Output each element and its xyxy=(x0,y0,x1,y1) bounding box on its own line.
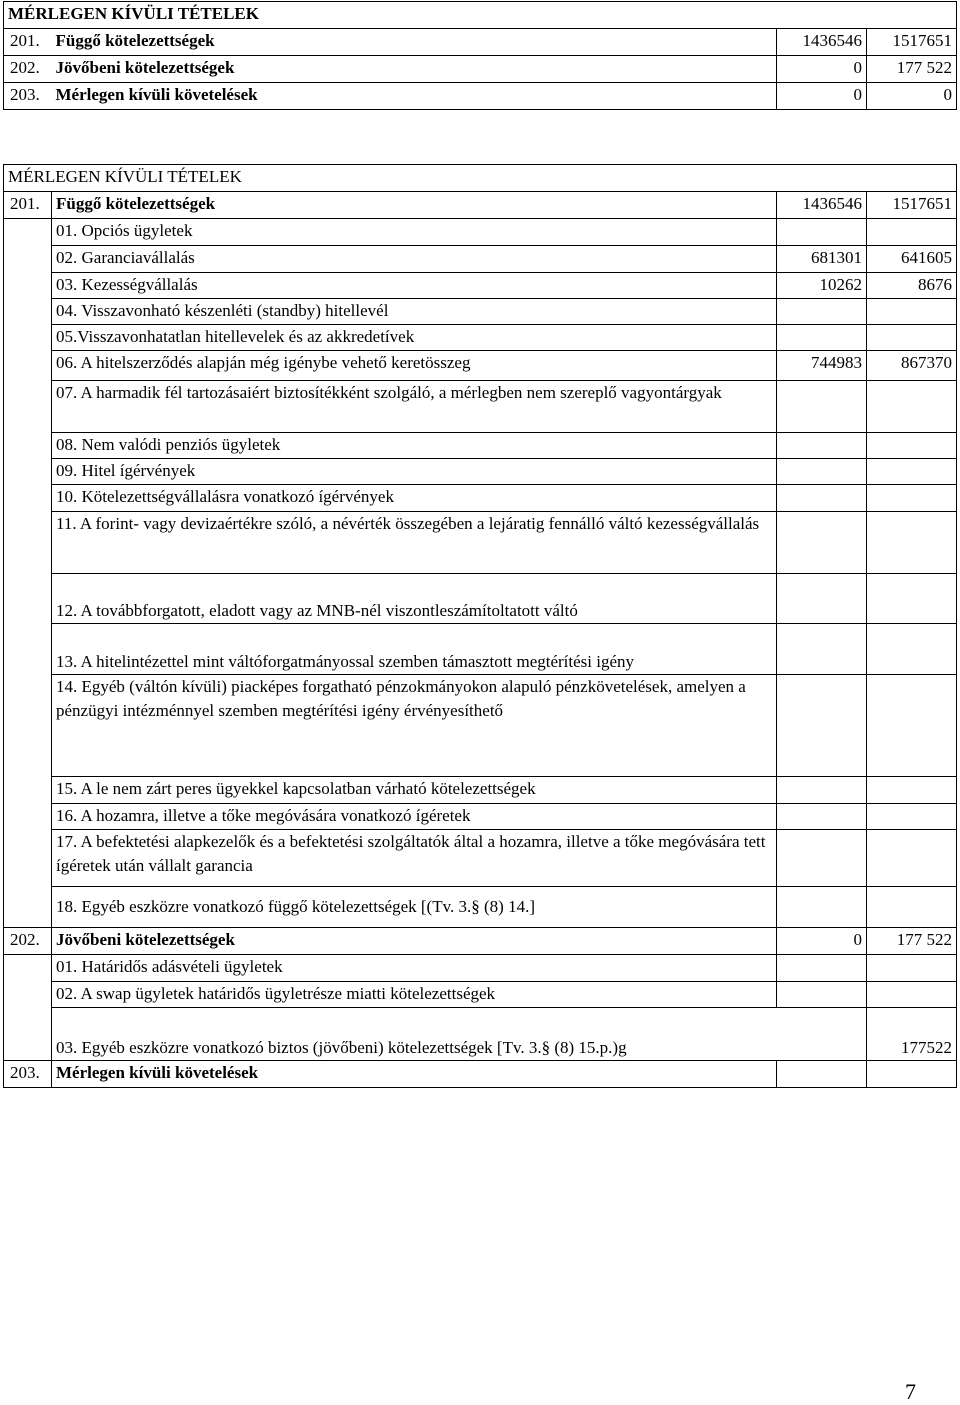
row-value-prev xyxy=(777,830,867,887)
section-value-prev xyxy=(777,1061,867,1088)
off-balance-summary-table xyxy=(3,1,957,110)
row-spacer xyxy=(4,246,52,273)
section-value-prev: 0 xyxy=(777,928,867,955)
row-label: 01. Opciós ügyletek xyxy=(52,219,777,246)
section-value-curr: 177 522 xyxy=(867,928,957,955)
row-value-curr: 177 522 xyxy=(867,56,957,83)
row-value-prev xyxy=(777,675,867,777)
table-row xyxy=(4,624,957,675)
row-spacer xyxy=(4,955,52,982)
table-row xyxy=(4,830,957,887)
section-value-prev: 1436546 xyxy=(777,192,867,219)
row-spacer xyxy=(4,512,52,574)
row-value-prev xyxy=(777,982,867,1008)
table-row xyxy=(4,459,957,485)
row-value-prev xyxy=(777,433,867,459)
row-spacer xyxy=(4,675,52,777)
row-spacer xyxy=(4,574,52,624)
row-label: 17. A befektetési alapkezelők és a befektetési szolgáltatók által a hozamra, illetve a tőke megóvására tett ígéretek után vállalt garancia xyxy=(52,830,777,887)
table-row xyxy=(4,83,957,110)
row-value-prev xyxy=(777,574,867,624)
row-value-curr xyxy=(867,624,957,675)
table-row xyxy=(4,485,957,512)
table-row xyxy=(4,351,957,381)
row-value-prev: 0 xyxy=(777,56,867,83)
row-spacer xyxy=(4,381,52,433)
row-label: 12. A továbbforgatott, eladott vagy az MNB-nél viszontleszámítoltatott váltó xyxy=(52,574,777,624)
row-value-curr xyxy=(867,219,957,246)
section-label: Mérlegen kívüli követelések xyxy=(52,1061,777,1088)
row-code: 202. xyxy=(4,56,52,83)
row-value-prev xyxy=(777,955,867,982)
row-spacer xyxy=(4,351,52,381)
table-row xyxy=(4,1008,957,1061)
row-spacer xyxy=(4,777,52,804)
section-row-202 xyxy=(4,928,957,955)
table-row xyxy=(4,982,957,1008)
row-value-prev: 0 xyxy=(777,83,867,110)
table-row xyxy=(4,574,957,624)
row-spacer xyxy=(4,325,52,351)
row-value-curr xyxy=(867,433,957,459)
row-value-curr: 8676 xyxy=(867,273,957,299)
row-value-curr: 867370 xyxy=(867,351,957,381)
row-value-curr xyxy=(867,955,957,982)
row-value-curr xyxy=(867,777,957,804)
row-value-prev: 10262 xyxy=(777,273,867,299)
table-row xyxy=(4,56,957,83)
row-value-prev: 681301 xyxy=(777,246,867,273)
table-row xyxy=(4,804,957,830)
row-value-curr: 641605 xyxy=(867,246,957,273)
row-label: 06. A hitelszerződés alapján még igénybe vehető keretösszeg xyxy=(52,351,777,381)
table-row xyxy=(4,246,957,273)
row-value-prev xyxy=(777,777,867,804)
table-row xyxy=(4,325,957,351)
row-value-curr: 177522 xyxy=(867,1008,957,1061)
row-label: 07. A harmadik fél tartozásaiért biztosítékként szolgáló, a mérlegben nem szereplő vagyontárgyak xyxy=(52,381,777,433)
row-label: 03. Egyéb eszközre vonatkozó biztos (jövőbeni) kötelezettségek [Tv. 3.§ (8) 15.p.)g xyxy=(52,1008,777,1061)
row-value-curr: 0 xyxy=(867,83,957,110)
row-value-curr xyxy=(867,299,957,325)
row-spacer xyxy=(4,485,52,512)
row-value-prev xyxy=(777,804,867,830)
row-value-prev xyxy=(777,887,867,928)
row-label: 02. A swap ügyletek határidős ügyletrésze miatti kötelezettségek xyxy=(52,982,777,1008)
table-row xyxy=(4,29,957,56)
row-value-curr xyxy=(867,459,957,485)
table-row xyxy=(4,433,957,459)
row-label: 02. Garanciavállalás xyxy=(52,246,777,273)
row-spacer xyxy=(4,887,52,928)
row-label: Mérlegen kívüli követelések xyxy=(52,83,777,110)
table-header-row xyxy=(4,2,957,29)
row-value-prev xyxy=(777,219,867,246)
row-spacer xyxy=(4,624,52,675)
row-value-prev xyxy=(777,459,867,485)
row-label: 04. Visszavonható készenléti (standby) hitellevél xyxy=(52,299,777,325)
row-label: 05.Visszavonhatatlan hitellevelek és az akkredetívek xyxy=(52,325,777,351)
table-row xyxy=(4,887,957,928)
row-value-prev xyxy=(777,624,867,675)
row-label: 03. Kezességvállalás xyxy=(52,273,777,299)
row-spacer xyxy=(4,219,52,246)
row-label: 18. Egyéb eszközre vonatkozó függő kötelezettségek [(Tv. 3.§ (8) 14.] xyxy=(52,887,777,928)
row-value-curr xyxy=(867,381,957,433)
row-value-prev xyxy=(777,299,867,325)
table-row xyxy=(4,675,957,777)
row-code: 201. xyxy=(4,29,52,56)
row-spacer xyxy=(4,459,52,485)
row-value-curr xyxy=(867,574,957,624)
row-value-prev xyxy=(777,485,867,512)
section-code: 201. xyxy=(4,192,52,219)
table-row xyxy=(4,219,957,246)
row-spacer xyxy=(4,433,52,459)
row-label: 09. Hitel ígérvények xyxy=(52,459,777,485)
row-spacer xyxy=(4,273,52,299)
row-code: 203. xyxy=(4,83,52,110)
row-label: 15. A le nem zárt peres ügyekkel kapcsolatban várható kötelezettségek xyxy=(52,777,777,804)
row-label: 08. Nem valódi penziós ügyletek xyxy=(52,433,777,459)
section-label: Jövőbeni kötelezettségek xyxy=(52,928,777,955)
row-value-curr: 1517651 xyxy=(867,29,957,56)
section-code: 202. xyxy=(4,928,52,955)
row-value-curr xyxy=(867,485,957,512)
row-label: 13. A hitelintézettel mint váltóforgatmányossal szemben támasztott megtérítési igény xyxy=(52,624,777,675)
row-spacer xyxy=(4,299,52,325)
row-value-curr xyxy=(867,830,957,887)
table-header-row xyxy=(4,165,957,192)
row-label: 11. A forint- vagy devizaértékre szóló, a névérték összegében a lejáratig fennálló váltó kezességvállalás xyxy=(52,512,777,574)
off-balance-detail-table xyxy=(3,164,957,1088)
row-value-curr xyxy=(867,804,957,830)
row-spacer xyxy=(4,830,52,887)
page-number: 7 xyxy=(905,1379,916,1404)
row-value-prev xyxy=(777,512,867,574)
table-row xyxy=(4,381,957,433)
row-spacer xyxy=(4,1008,52,1061)
row-label: 16. A hozamra, illetve a tőke megóvására vonatkozó ígéretek xyxy=(52,804,777,830)
row-spacer xyxy=(4,982,52,1008)
row-label: 01. Határidős adásvételi ügyletek xyxy=(52,955,777,982)
section-label: Függő kötelezettségek xyxy=(52,192,777,219)
row-spacer xyxy=(4,804,52,830)
row-value-curr xyxy=(867,512,957,574)
row-value-prev xyxy=(777,381,867,433)
row-label: 10. Kötelezettségvállalásra vonatkozó ígérvények xyxy=(52,485,777,512)
section-value-curr: 1517651 xyxy=(867,192,957,219)
row-value-curr xyxy=(867,675,957,777)
table-row xyxy=(4,512,957,574)
table-title: MÉRLEGEN KÍVÜLI TÉTELEK xyxy=(4,2,957,29)
row-value-curr xyxy=(867,325,957,351)
section-value-curr xyxy=(867,1061,957,1088)
table-row xyxy=(4,955,957,982)
row-value-prev xyxy=(777,325,867,351)
row-label: Függő kötelezettségek xyxy=(52,29,777,56)
row-value-curr xyxy=(867,982,957,1008)
section-row-203 xyxy=(4,1061,957,1088)
table-row xyxy=(4,299,957,325)
table-title: MÉRLEGEN KÍVÜLI TÉTELEK xyxy=(4,165,957,192)
section-code: 203. xyxy=(4,1061,52,1088)
row-value-prev: 1436546 xyxy=(777,29,867,56)
table-row xyxy=(4,273,957,299)
row-value-prev: 744983 xyxy=(777,351,867,381)
row-label: 14. Egyéb (váltón kívüli) piacképes forgatható pénzokmányokon alapuló pénzkövetelések, amelyen a pénzügyi intézménnyel szemben megtérítési igény érvényesíthető xyxy=(52,675,777,777)
section-row-201 xyxy=(4,192,957,219)
row-label: Jövőbeni kötelezettségek xyxy=(52,56,777,83)
row-value-curr xyxy=(867,887,957,928)
row-value-prev xyxy=(777,1008,867,1061)
table-row xyxy=(4,777,957,804)
